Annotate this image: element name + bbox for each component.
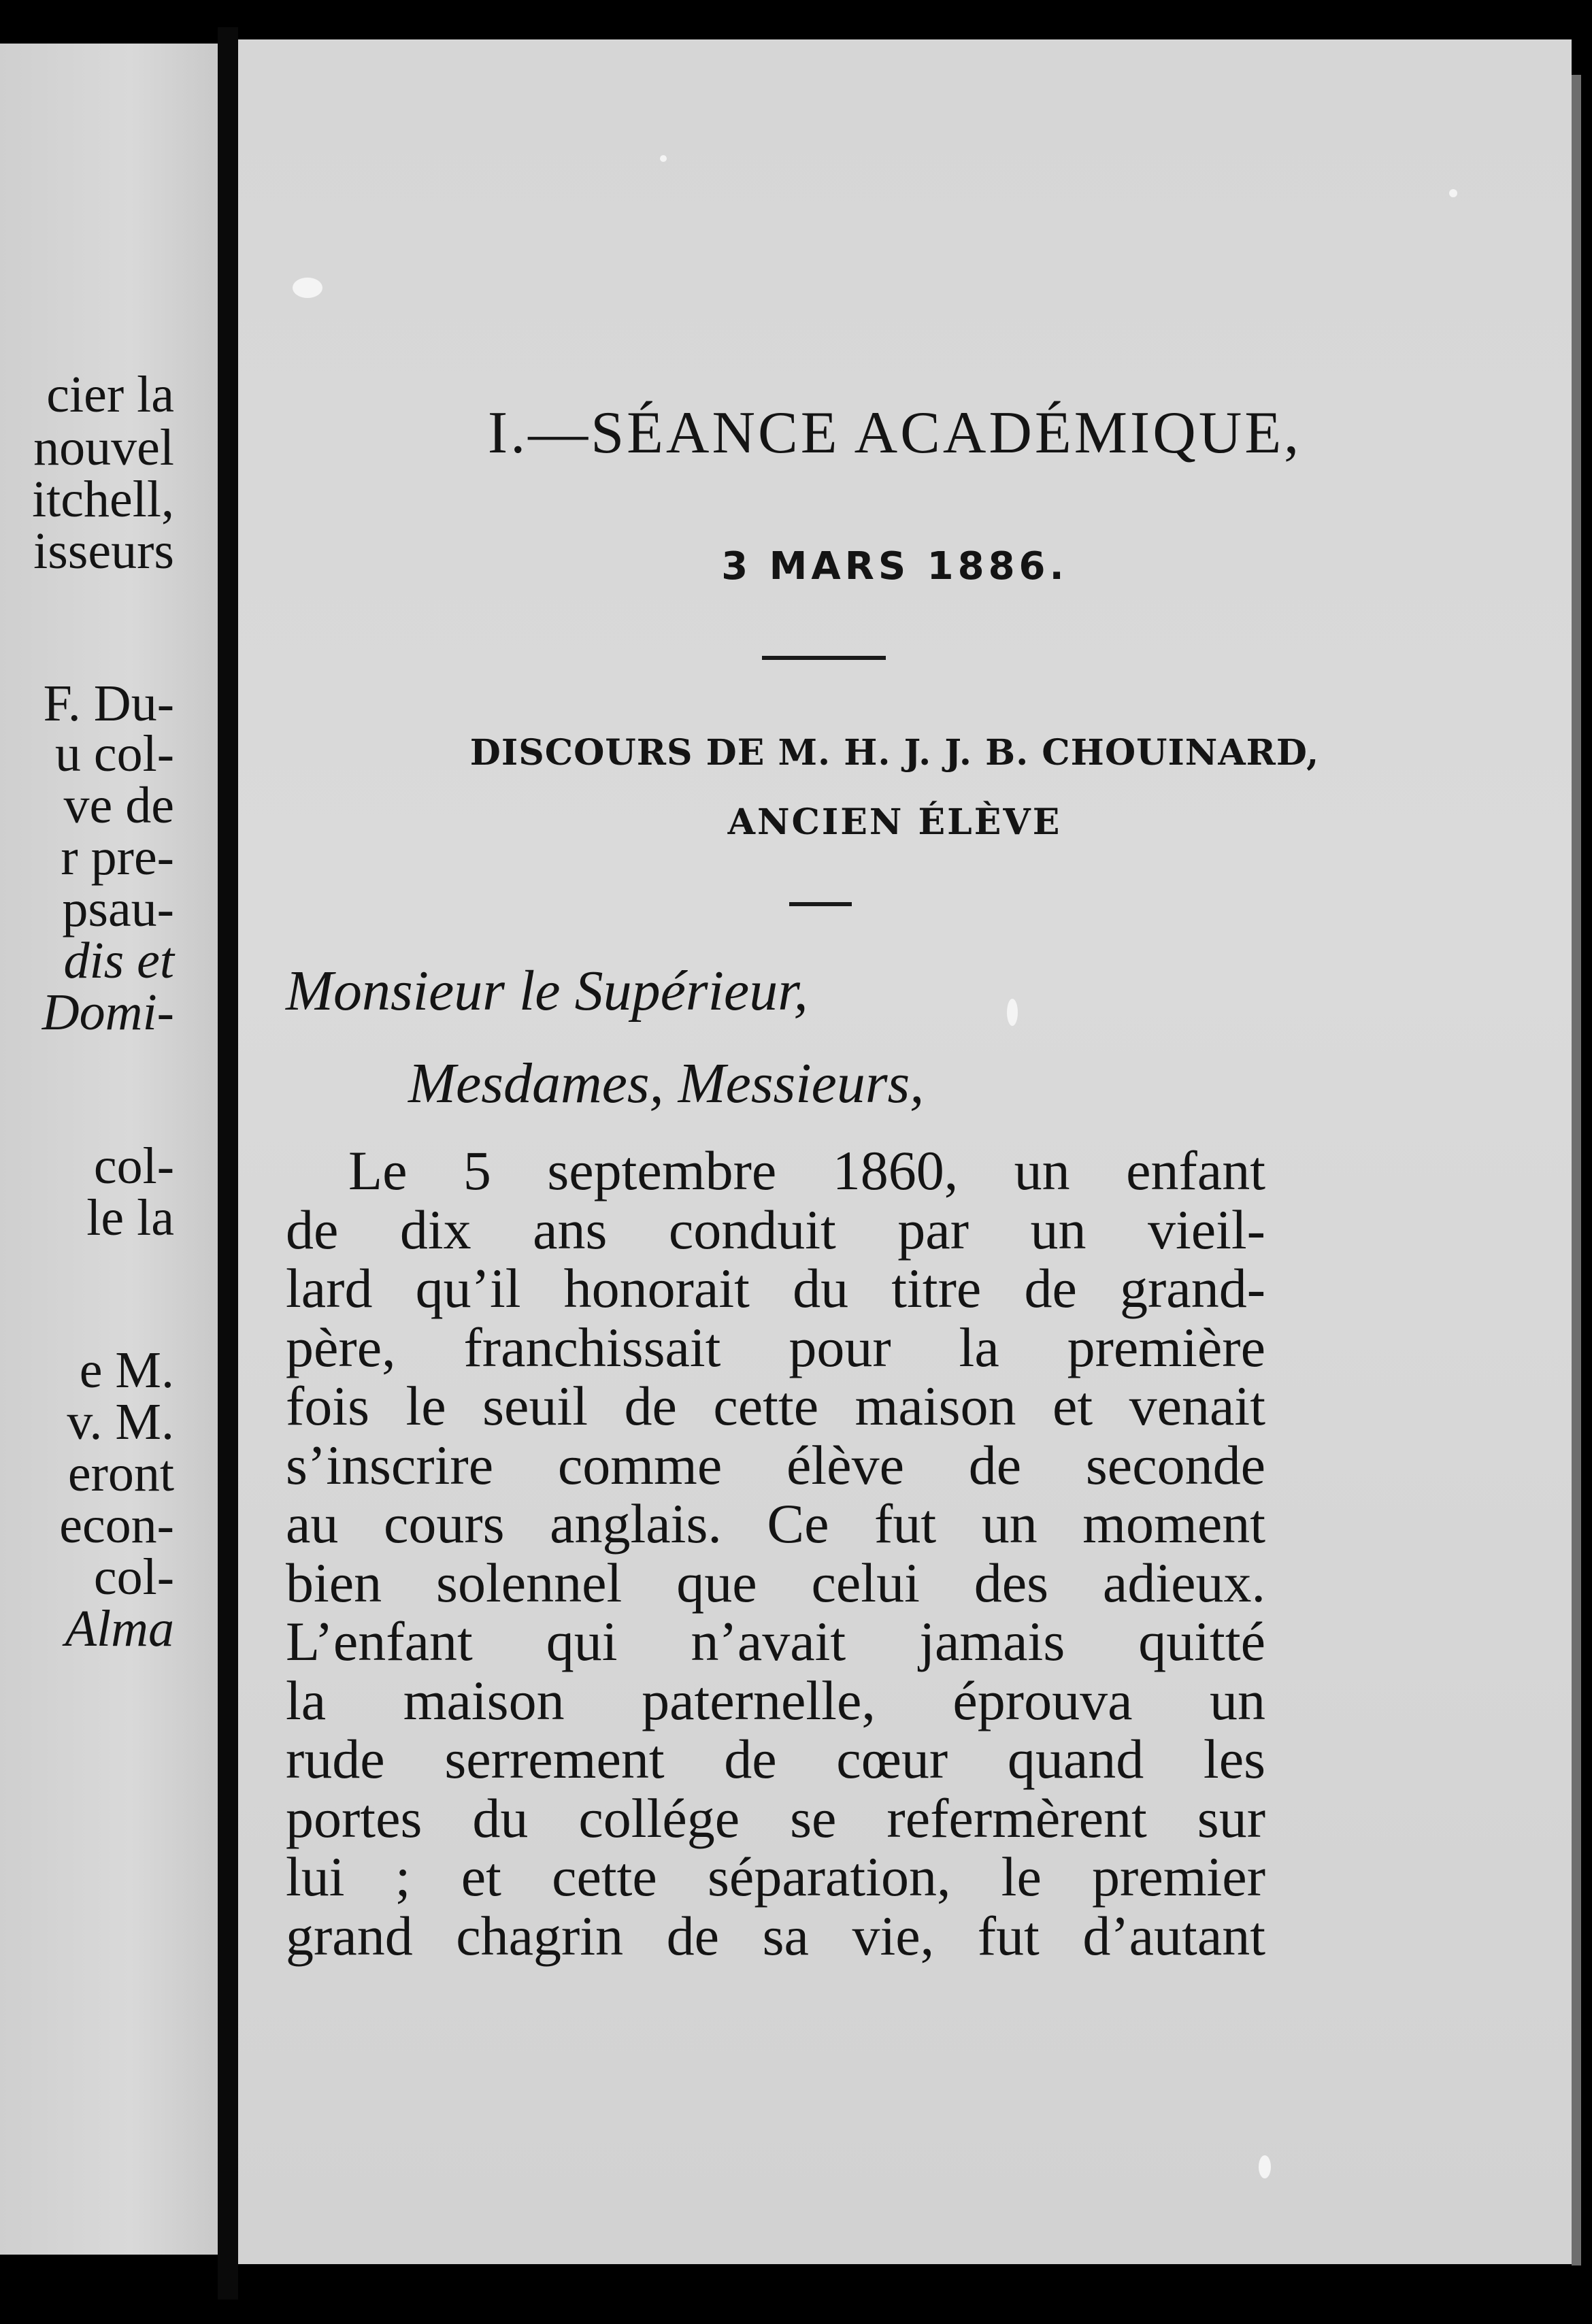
body-line: lard qu’il honorait du titre de grand- bbox=[286, 1257, 1265, 1319]
salutation-superior: Monsieur le Supérieur, bbox=[286, 959, 808, 1023]
scan-speck bbox=[1259, 2155, 1271, 2178]
body-line: portes du collége se refermèrent sur bbox=[286, 1787, 1265, 1849]
left-page-line: u col- bbox=[54, 725, 174, 782]
body-line: lui ; et cette séparation, le premier bbox=[286, 1846, 1265, 1908]
body-line: s’inscrire comme élève de seconde bbox=[286, 1433, 1265, 1496]
right-page bbox=[238, 39, 1572, 2264]
left-page-line: Alma bbox=[65, 1600, 174, 1657]
left-page-line: eront bbox=[67, 1445, 174, 1502]
book-gutter bbox=[218, 27, 238, 2300]
body-paragraph bbox=[286, 1142, 1265, 1965]
scan-speck bbox=[660, 155, 667, 162]
body-line: grand chagrin de sa vie, fut d’autant bbox=[286, 1904, 1265, 1967]
salutation-audience: Mesdames, Messieurs, bbox=[408, 1052, 925, 1115]
left-page-line: F. Du- bbox=[43, 675, 174, 732]
heading-divider bbox=[762, 656, 886, 660]
left-page-line: cier la bbox=[46, 366, 174, 423]
left-page-line: r pre- bbox=[61, 829, 174, 886]
left-page-line: col- bbox=[93, 1548, 174, 1606]
scan-speck bbox=[1007, 999, 1018, 1026]
left-page-line: Domi- bbox=[42, 984, 174, 1041]
scan-speck bbox=[1449, 189, 1457, 197]
session-date: 3 MARS 1886. bbox=[721, 544, 1068, 588]
left-page-line: itchell, bbox=[32, 471, 174, 528]
left-page-line: isseurs bbox=[33, 522, 174, 580]
left-page-line: v. M. bbox=[67, 1393, 174, 1450]
left-page-line: col- bbox=[93, 1138, 174, 1195]
left-page-line: psau- bbox=[62, 880, 174, 937]
left-page-line: dis et bbox=[63, 932, 174, 989]
left-page bbox=[0, 44, 218, 2255]
left-page-line: econ- bbox=[59, 1497, 174, 1554]
speech-subtitle: ANCIEN ÉLÈVE bbox=[727, 801, 1062, 843]
left-page-line: e M. bbox=[79, 1342, 174, 1399]
body-line: L’enfant qui n’avait jamais quitté bbox=[286, 1610, 1265, 1672]
title-divider bbox=[789, 902, 852, 906]
body-line: la maison paternelle, éprouva un bbox=[286, 1669, 1265, 1731]
body-line: fois le seuil de cette maison et venait bbox=[286, 1375, 1265, 1437]
body-line: Le 5 septembre 1860, un enfant bbox=[348, 1140, 1265, 1201]
body-line: de dix ans conduit par un vieil- bbox=[286, 1198, 1265, 1261]
scan-speck bbox=[293, 278, 322, 298]
speech-title: DISCOURS DE M. H. J. J. B. CHOUINARD, bbox=[469, 732, 1320, 774]
section-heading: I.—SÉANCE ACADÉMIQUE, bbox=[487, 400, 1302, 466]
left-page-line: ve de bbox=[63, 777, 174, 834]
body-line: au cours anglais. Ce fut un moment bbox=[286, 1493, 1265, 1555]
left-page-line: le la bbox=[86, 1189, 174, 1246]
left-page-line: nouvel bbox=[33, 419, 174, 476]
body-line: rude serrement de cœur quand les bbox=[286, 1728, 1265, 1790]
body-line: bien solennel que celui des adieux. bbox=[286, 1551, 1265, 1614]
body-line: père, franchissait pour la première bbox=[286, 1316, 1265, 1378]
page-edge bbox=[1572, 75, 1581, 2265]
